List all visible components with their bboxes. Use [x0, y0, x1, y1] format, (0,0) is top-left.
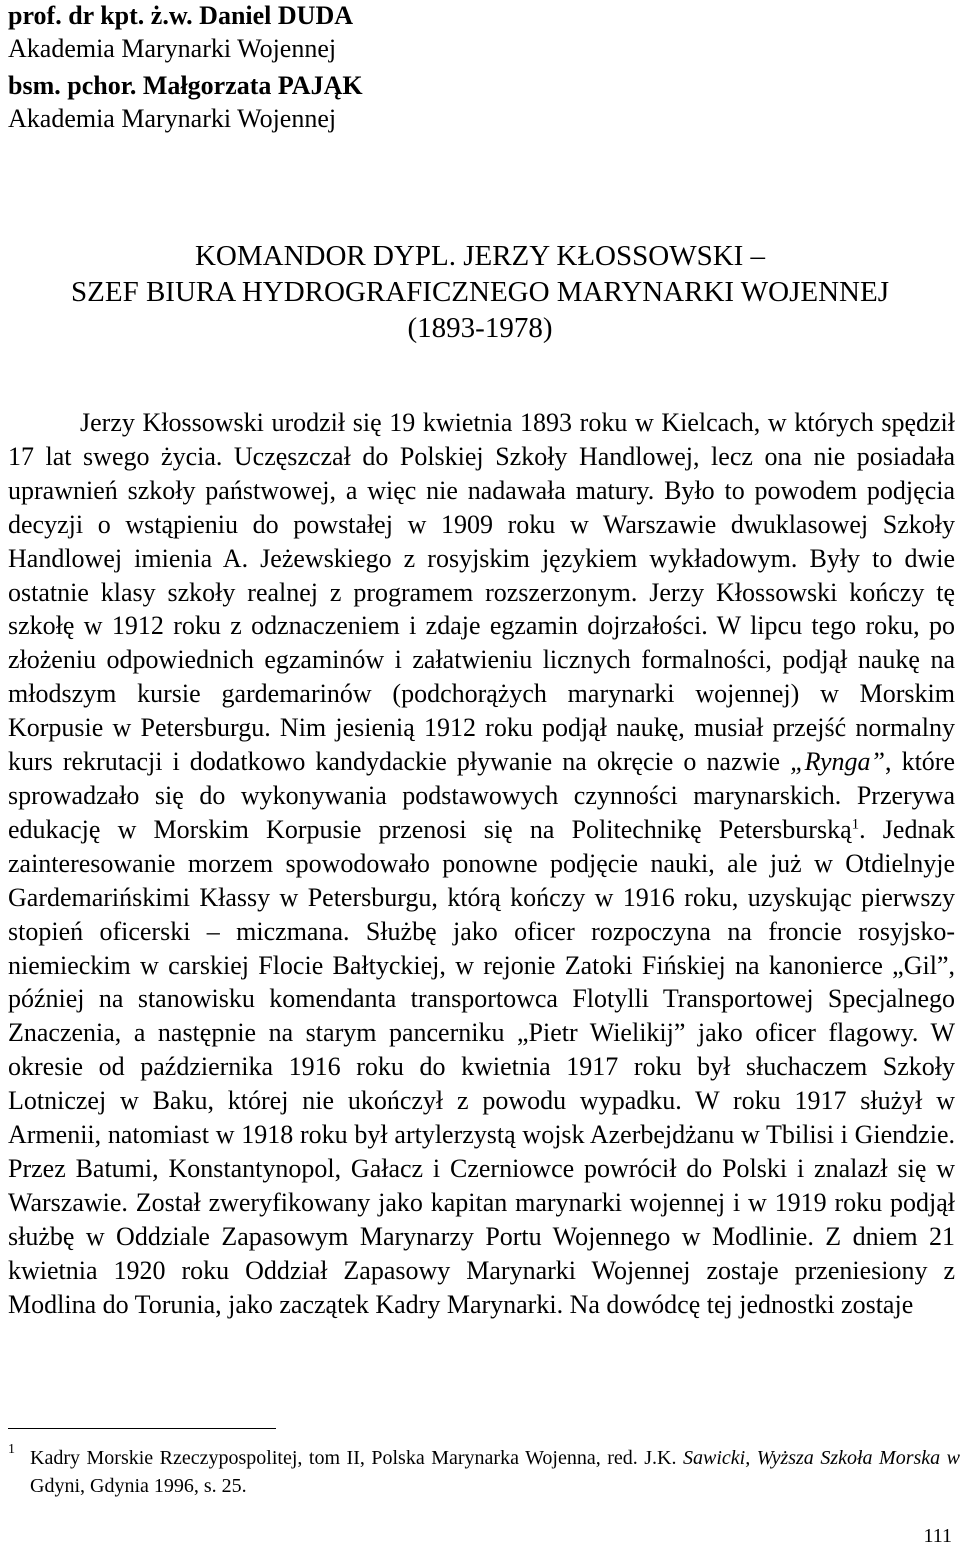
author-1-name: prof. dr kpt. ż.w. Daniel DUDA	[8, 1, 354, 30]
article-title-line-3: (1893-1978)	[407, 312, 553, 344]
ship-name-rynga: „Rynga”	[790, 747, 886, 777]
footnote-reference[interactable]: 1	[851, 816, 860, 833]
body-paragraph	[8, 406, 955, 1321]
footnote-separator	[8, 1428, 276, 1429]
footnote	[8, 1444, 960, 1500]
author-2-affiliation: Akademia Marynarki Wojennej	[8, 104, 337, 133]
author-1-affiliation: Akademia Marynarki Wojennej	[8, 34, 337, 63]
body-text-part-1: Jerzy Kłossowski urodził się 19 kwietnia 1893 roku w Kielcach, w których spędził 17 lat swego życia. Uczęszczał do Polskiej Szkoły Handlowej, lecz ona nie posiadała uprawnień szkoły państwowej, a więc nie nadawała matury. Było to powodem podjęcia decyzji o wstąpieniu do powstałej w 1909 roku w Warszawie dwuklasowej Szkoły Handlowej imienia A. Jeżewskiego z rosyjskim językiem wykładowym. Były to dwie ostatnie klasy szkoły realnej z programem rozszerzonym. Jerzy Kłossowski kończy tę szkołę w 1912 roku z odznaczeniem i zdaje egzamin dojrzałości. W lipcu tego roku, po złożeniu odpowiednich egzaminów i załatwieniu licznych formalności, podjął naukę na młodszym kursie gardemarinów (podchorążych marynarki wojennej) w Morskim Korpusie w Petersburgu. Nim jesienią 1912 roku podjął naukę, musiał przejść normalny kurs rekrutacji i dodatkowo kandydackie pływanie na okręcie o nazwie	[8, 408, 955, 777]
body-text-part-2: , które sprowadzało się do wykonywania podstawowych czynności marynarskich. Przerywa edukację w Morskim Korpusie przenosi się na Politechnikę Petersburską	[8, 747, 956, 844]
body-text-part-3: . Jednak zainteresowanie morzem spowodowało ponowne podjęcie nauki, ale już w Otdielnyje Gardemarińskimi Kłassy w Petersburgu, którą kończy w 1916 roku, uzyskując pierwszy stopień oficerski – miczmana. Służbę jako oficer rozpoczyna na froncie rosyjsko-niemieckim w carskiej Flocie Bałtyckiej, w rejonie Zatoki Fińskiej na kanonierce „Gil”, później na stanowisku komendanta transportowca Flotylli Transportowej Specjalnego Znaczenia, a następnie na starym pancerniku „Pietr Wielikij” jako oficer flagowy. W okresie od października 1916 roku do kwietnia 1917 roku był słuchaczem Szkoły Lotniczej w Baku, której nie ukończył z powodu wypadku. W roku 1917 służył w Armenii, natomiast w 1918 roku był artylerzystą wojsk Azerbejdżanu w Tbilisi i Giendzie. Przez Batumi, Konstantynopol, Gałacz i Czerniowce powrócił do Polski i znalazł się w Warszawie. Został zweryfikowany jako kapitan marynarki wojennej i w 1919 roku podjął służbę w Oddziale Zapasowym Marynarzy Portu Wojennego w Modlinie. Z dniem 21 kwietnia 1920 roku Oddział Zapasowy Marynarki Wojennej zostaje przeniesiony z Modlina do Torunia, jako zaczątek Kadry Marynarki. Na dowódcę tej jednostki zostaje	[8, 814, 956, 1319]
footnote-number: 1	[8, 1442, 15, 1457]
author-2-name: bsm. pchor. Małgorzata PAJĄK	[8, 71, 363, 100]
footnote-text: Kadry Morskie Rzeczypospolitej, tom II, Polska Marynarka Wojenna, red. J.K. Sawicki, Wyższa Szkoła Morska w Gdyni, Gdynia 1996, s. 25.	[30, 1447, 960, 1497]
page-number: 111	[923, 1525, 952, 1547]
article-title-line-1: KOMANDOR DYPL. JERZY KŁOSSOWSKI –	[194, 240, 766, 272]
article-title-line-2: SZEF BIURA HYDROGRAFICZNEGO MARYNARKI WOJENNEJ	[71, 276, 889, 308]
